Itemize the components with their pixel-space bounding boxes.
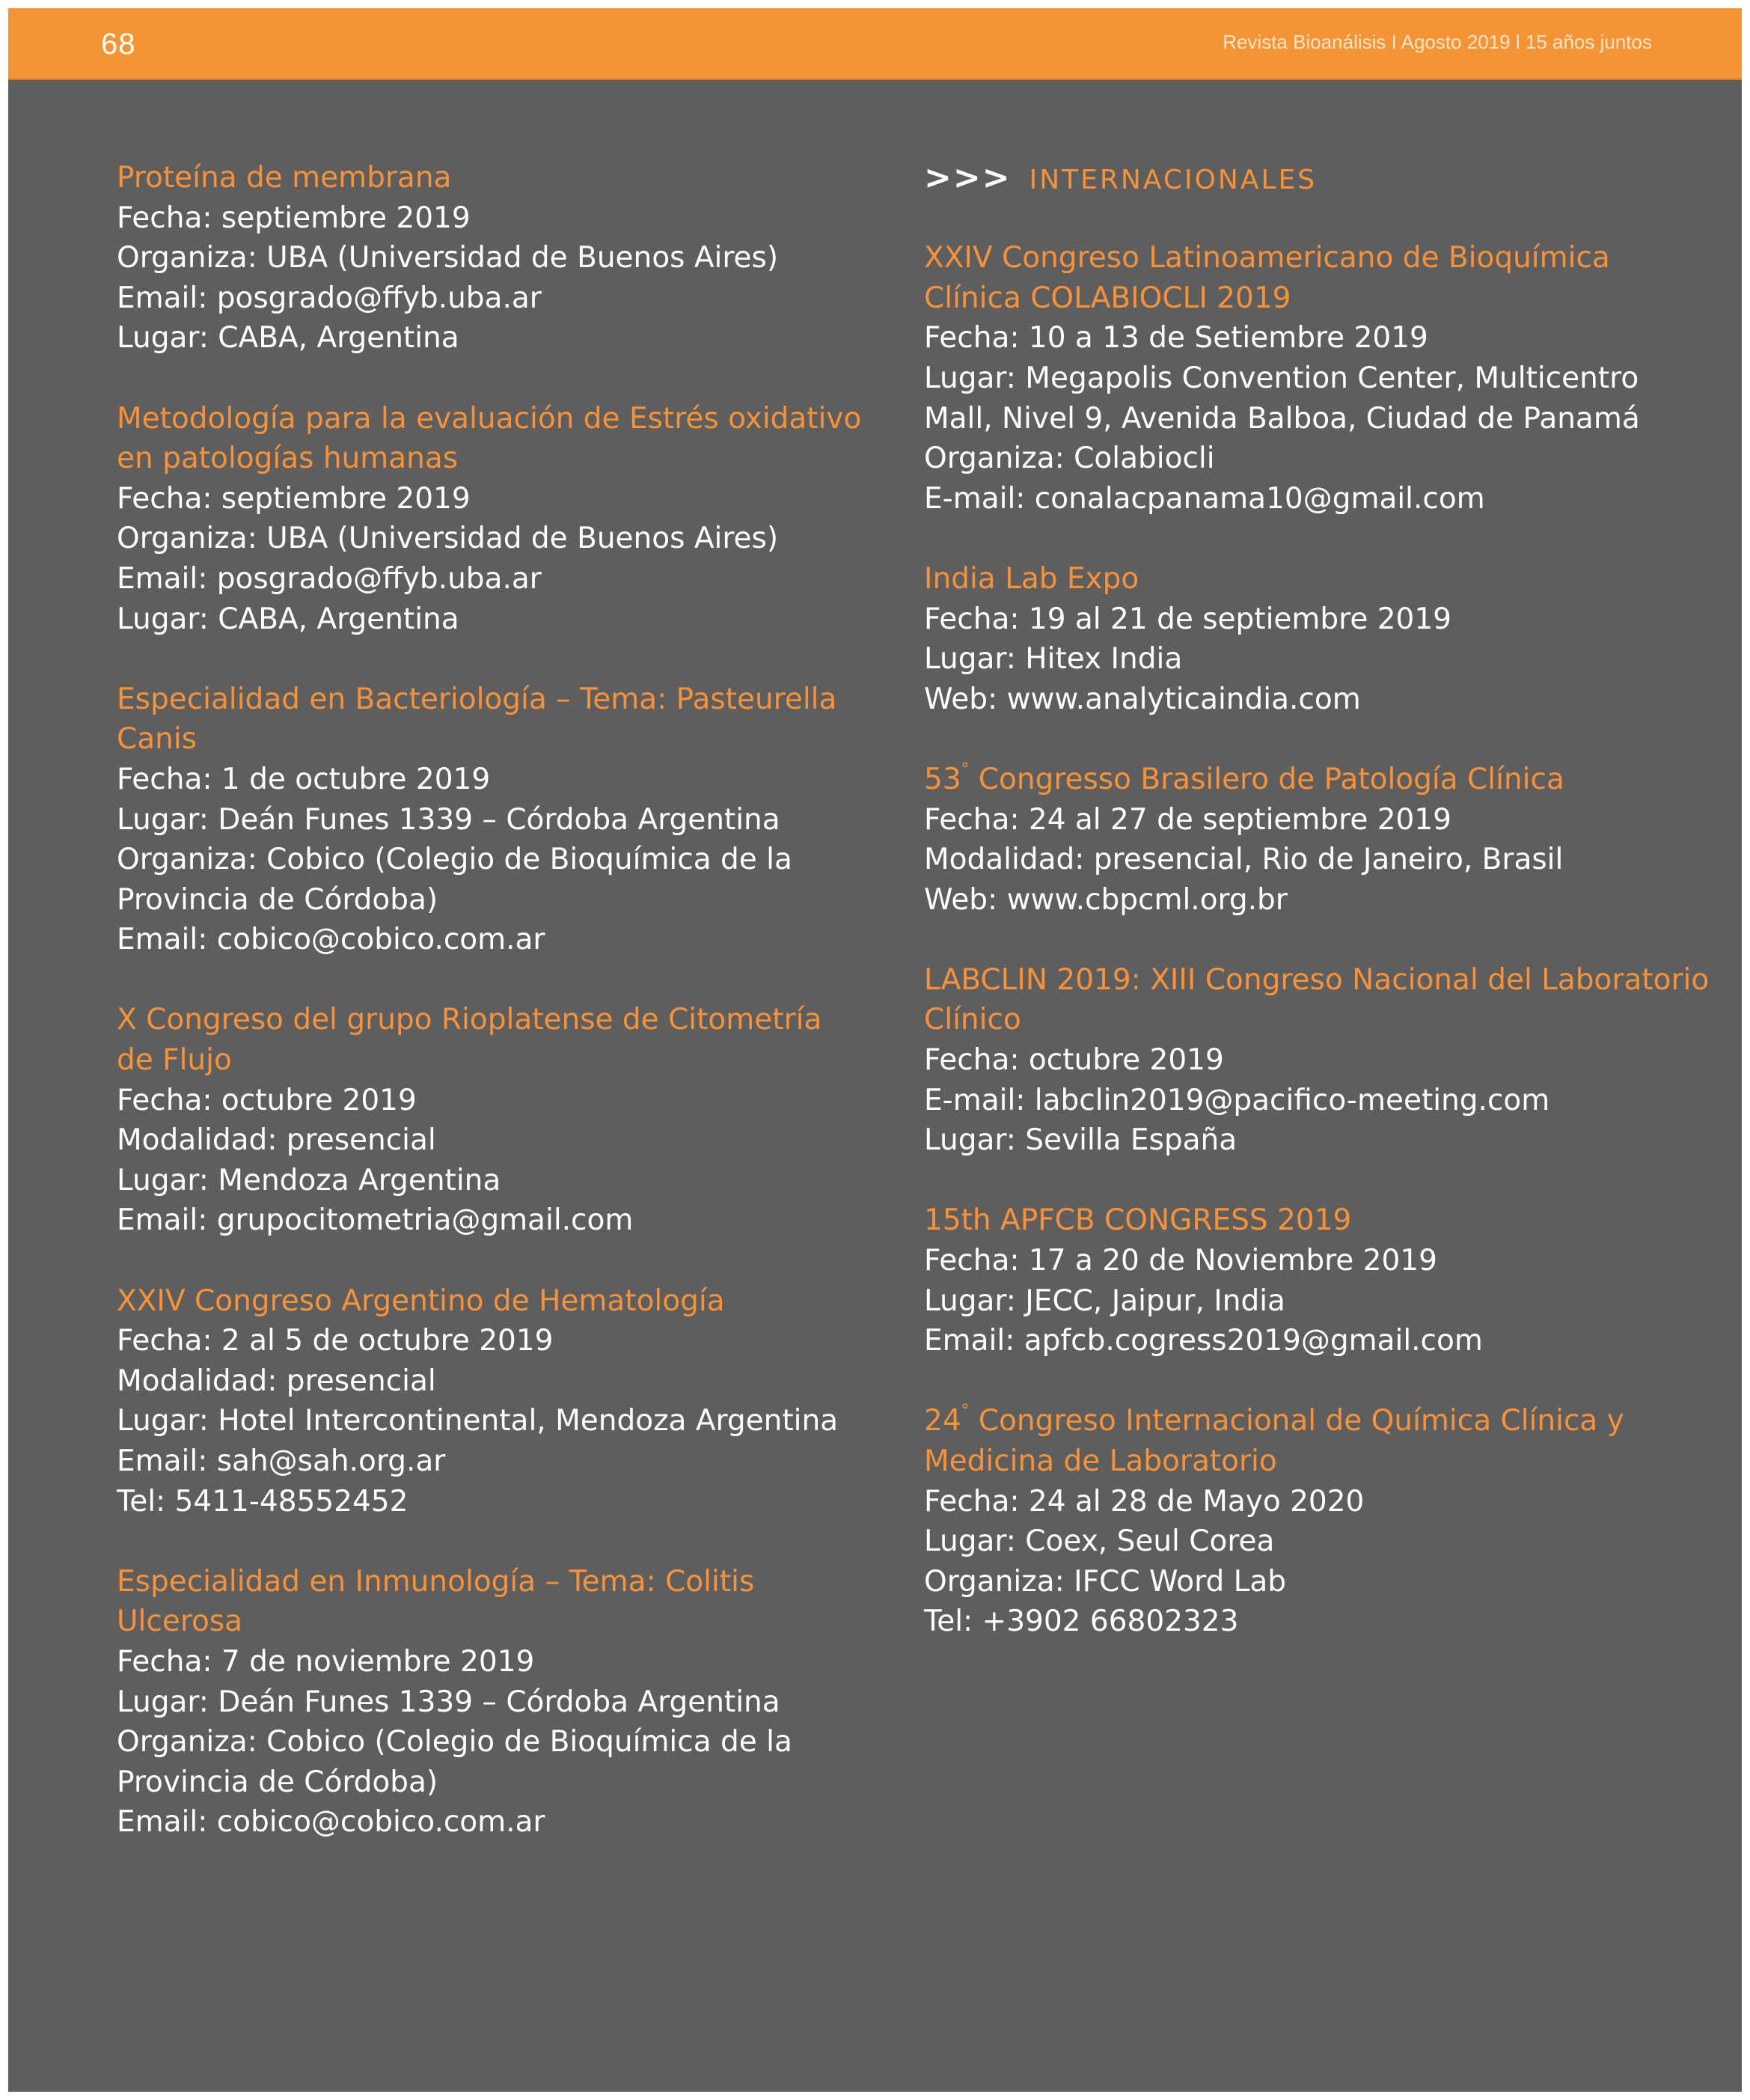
event-entry xyxy=(924,559,1710,719)
event-title-number: 53 xyxy=(924,762,961,796)
event-title-text: LABCLIN 2019: XIII Congreso Nacional del Laboratorio Clínico xyxy=(924,962,1710,1037)
event-detail-line: Provincia de Córdoba) xyxy=(117,1765,438,1799)
event-detail-line: Organiza: UBA (Universidad de Buenos Aires) xyxy=(117,522,779,556)
event-detail-line: Email: grupocitometria@gmail.com xyxy=(117,1203,634,1238)
event-title xyxy=(117,1562,865,1642)
section-heading xyxy=(924,158,1710,198)
event-detail-line: E-mail: conalacpanama10@gmail.com xyxy=(924,481,1485,516)
event-detail-line: Fecha: 19 al 21 de septiembre 2019 xyxy=(924,602,1451,636)
event-title-text: Proteína de membrana xyxy=(117,161,452,195)
event-title-text: Especialidad en Inmunología – Tema: Colitis Ulcerosa xyxy=(117,1564,755,1639)
event-entry xyxy=(924,760,1710,920)
event-detail-line: Modalidad: presencial xyxy=(117,1123,436,1158)
event-detail-line: Fecha: 17 a 20 de Noviembre 2019 xyxy=(924,1244,1437,1278)
event-title xyxy=(117,680,865,760)
event-title-text: XXIV Congreso Latinoamericano de Bioquímica Clínica COLABIOCLI 2019 xyxy=(924,241,1610,315)
event-detail-line: Organiza: IFCC Word Lab xyxy=(924,1564,1286,1599)
event-detail-line: Tel: 5411-48552452 xyxy=(117,1484,409,1518)
event-title-text: 15th APFCB CONGRESS 2019 xyxy=(924,1203,1352,1238)
event-detail-line: Organiza: UBA (Universidad de Buenos Aires) xyxy=(117,241,779,275)
event-detail-line: Lugar: Mendoza Argentina xyxy=(117,1163,501,1197)
event-detail-line: Lugar: Deán Funes 1339 – Córdoba Argentina xyxy=(117,802,780,837)
event-detail-line: Organiza: Colabiocli xyxy=(924,442,1215,476)
event-detail-line: Email: cobico@cobico.com.ar xyxy=(117,923,545,957)
right-column xyxy=(924,158,1710,1682)
event-detail-line: Lugar: JECC, Jaipur, India xyxy=(924,1283,1285,1318)
event-entry xyxy=(117,680,865,960)
event-detail-line: Lugar: Hotel Intercontinental, Mendoza Argentina xyxy=(117,1404,839,1438)
event-title-text: Congreso Internacional de Química Clínica y Medicina de Laboratorio xyxy=(924,1404,1624,1478)
event-detail-line: Email: posgrado@ffyb.uba.ar xyxy=(117,561,542,596)
event-detail-line: Fecha: 24 al 27 de septiembre 2019 xyxy=(924,802,1451,837)
event-detail-line: Lugar: Megapolis Convention Center, Multicentro xyxy=(924,361,1639,395)
event-detail-line: Fecha: 10 a 13 de Setiembre 2019 xyxy=(924,321,1428,355)
header-bar xyxy=(8,8,1742,80)
event-detail-line: Email: sah@sah.org.ar xyxy=(117,1444,446,1478)
event-detail-line: Email: apfcb.cogress2019@gmail.com xyxy=(924,1324,1483,1358)
event-detail-line: Email: cobico@cobico.com.ar xyxy=(117,1805,545,1840)
event-entry xyxy=(924,960,1710,1161)
event-title xyxy=(924,238,1710,318)
event-title xyxy=(117,399,865,479)
event-title xyxy=(924,559,1710,599)
event-title-text: India Lab Expo xyxy=(924,561,1139,596)
event-entry xyxy=(117,1000,865,1241)
event-title-number: 24 xyxy=(924,1404,961,1438)
event-title-text: Metodología para la evaluación de Estrés oxidativo en patologías humanas xyxy=(117,401,862,476)
page-number: 68 xyxy=(101,28,136,61)
event-detail-line: Fecha: 1 de octubre 2019 xyxy=(117,762,491,796)
event-detail-line: Lugar: Sevilla España xyxy=(924,1123,1237,1158)
event-entry xyxy=(117,399,865,640)
event-detail-line: Fecha: octubre 2019 xyxy=(924,1043,1224,1078)
event-detail-line: Lugar: Deán Funes 1339 – Córdoba Argentina xyxy=(117,1685,780,1719)
left-column xyxy=(117,158,865,1883)
event-detail-line: Fecha: octubre 2019 xyxy=(117,1083,417,1117)
event-detail-line: E-mail: labclin2019@pacifico-meeting.com xyxy=(924,1083,1550,1117)
event-entry xyxy=(117,1281,865,1522)
event-entry xyxy=(117,1562,865,1843)
event-detail-line: Organiza: Cobico (Colegio de Bioquímica de la xyxy=(117,843,792,877)
event-detail-line: Modalidad: presencial, Rio de Janeiro, Brasil xyxy=(924,843,1564,877)
event-detail-line: Modalidad: presencial xyxy=(117,1364,436,1398)
event-entry xyxy=(117,158,865,358)
running-head: Revista Bioanálisis I Agosto 2019 l 15 años juntos xyxy=(1223,31,1652,53)
event-entry xyxy=(924,1200,1710,1361)
event-detail-line: Email: posgrado@ffyb.uba.ar xyxy=(117,281,542,315)
event-title xyxy=(924,760,1710,800)
event-detail-line: Web: www.cbpcml.org.br xyxy=(924,882,1288,917)
event-detail-line: Fecha: septiembre 2019 xyxy=(117,481,471,516)
event-detail-line: Web: www.analyticaindia.com xyxy=(924,682,1361,716)
event-title-superscript: ° xyxy=(961,760,970,779)
event-title xyxy=(117,1281,865,1322)
section-title: INTERNACIONALES xyxy=(1029,165,1318,195)
event-detail-line: Fecha: 2 al 5 de octubre 2019 xyxy=(117,1324,554,1358)
event-detail-line: Lugar: Coex, Seul Corea xyxy=(924,1524,1275,1559)
event-title-text: X Congreso del grupo Rioplatense de Citometría de Flujo xyxy=(117,1003,822,1078)
event-title xyxy=(924,960,1710,1040)
event-detail-line: Fecha: 7 de noviembre 2019 xyxy=(117,1644,535,1679)
event-title-superscript: ° xyxy=(961,1402,970,1421)
event-detail-line: Lugar: CABA, Argentina xyxy=(117,602,459,636)
event-detail-line: Tel: +3902 66802323 xyxy=(924,1605,1239,1639)
event-title-text: Congresso Brasilero de Patología Clínica xyxy=(969,762,1564,796)
magazine-page xyxy=(8,8,1742,2092)
event-entry xyxy=(924,1401,1710,1642)
event-detail-line: Lugar: Hitex India xyxy=(924,642,1183,677)
event-title xyxy=(924,1401,1710,1481)
event-detail-line: Fecha: 24 al 28 de Mayo 2020 xyxy=(924,1484,1365,1518)
event-detail-line: Lugar: CABA, Argentina xyxy=(117,321,459,355)
event-title xyxy=(924,1200,1710,1241)
section-arrows-icon: >>> xyxy=(924,159,1012,197)
right-column-entries xyxy=(924,238,1710,1642)
event-title-text: XXIV Congreso Argentino de Hematología xyxy=(117,1283,725,1318)
event-detail-line: Organiza: Cobico (Colegio de Bioquímica de la xyxy=(117,1725,792,1759)
event-entry xyxy=(924,238,1710,519)
event-title xyxy=(117,1000,865,1080)
event-title-text: Especialidad en Bacteriología – Tema: Pasteurella Canis xyxy=(117,682,837,757)
event-detail-line: Mall, Nivel 9, Avenida Balboa, Ciudad de Panamá xyxy=(924,401,1640,436)
event-detail-line: Fecha: septiembre 2019 xyxy=(117,201,471,235)
event-detail-line: Provincia de Córdoba) xyxy=(117,882,438,917)
event-title xyxy=(117,158,865,198)
